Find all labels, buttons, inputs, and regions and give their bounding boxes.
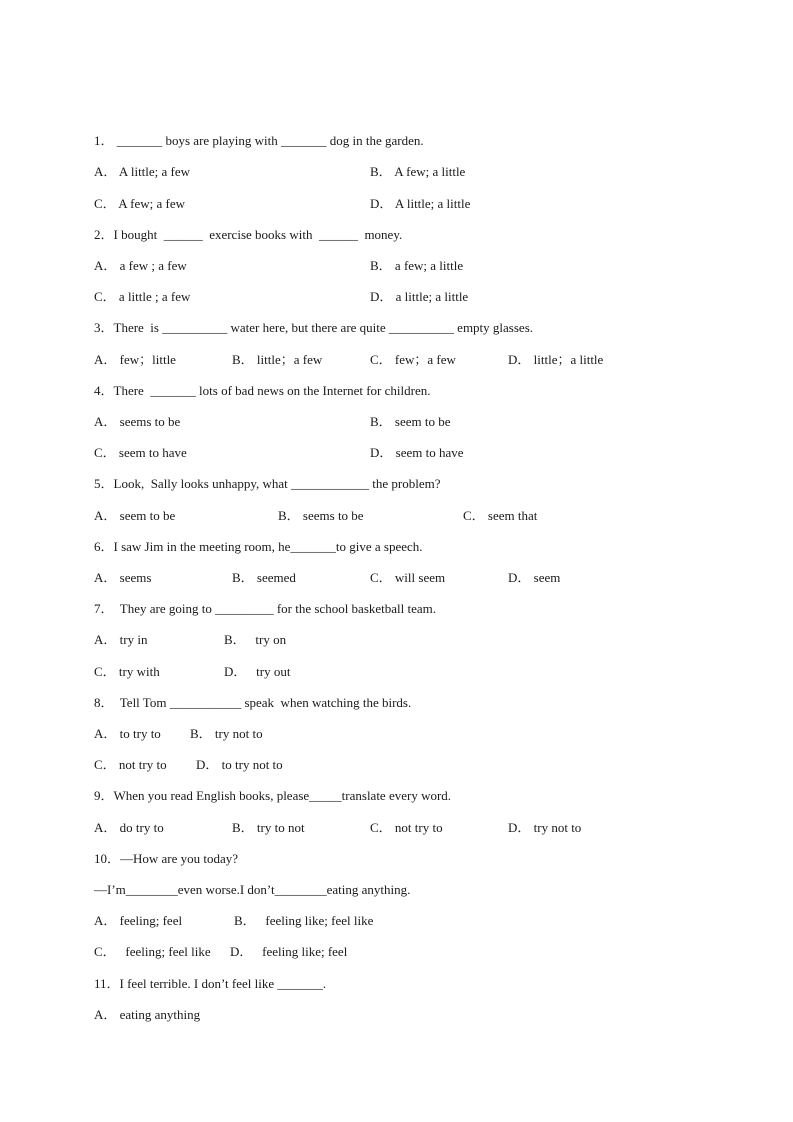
- question-11-stem: 11．I feel terrible. I don’t feel like _______.: [94, 976, 327, 991]
- question-2-option-b[interactable]: B． a few; a little: [370, 258, 464, 273]
- question-9-option-c[interactable]: C． not try to: [370, 820, 443, 835]
- question-8-option-a[interactable]: A． to try to: [94, 726, 161, 741]
- question-11-option-a[interactable]: A． eating anything: [94, 1007, 201, 1022]
- question-2-stem: 2．I bought ______ exercise books with ______ money.: [94, 227, 403, 242]
- question-1-stem: 1． _______ boys are playing with _______ dog in the garden.: [94, 133, 424, 148]
- question-4-option-b[interactable]: B． seem to be: [370, 414, 451, 429]
- question-10-option-d[interactable]: D． feeling like; feel: [230, 944, 348, 959]
- question-6-option-d[interactable]: D． seem: [508, 570, 561, 585]
- question-5-option-c[interactable]: C． seem that: [463, 508, 538, 523]
- question-2-option-d[interactable]: D． a little; a little: [370, 289, 469, 304]
- question-3-option-c[interactable]: C． few；a few: [370, 352, 456, 367]
- question-1-option-a[interactable]: A． A little; a few: [94, 164, 191, 179]
- question-1-option-b[interactable]: B． A few; a little: [370, 164, 466, 179]
- question-10-stem: 10．—How are you today?: [94, 851, 239, 866]
- question-3-option-d[interactable]: D． little；a little: [508, 352, 604, 367]
- question-4-option-a[interactable]: A． seems to be: [94, 414, 181, 429]
- question-6-option-a[interactable]: A． seems: [94, 570, 152, 585]
- question-8-option-b[interactable]: B． try not to: [190, 726, 263, 741]
- question-9-option-a[interactable]: A． do try to: [94, 820, 164, 835]
- question-6-option-b[interactable]: B． seemed: [232, 570, 296, 585]
- question-5-stem: 5．Look, Sally looks unhappy, what ____________ the problem?: [94, 476, 441, 491]
- question-10-option-a[interactable]: A． feeling; feel: [94, 913, 183, 928]
- question-2-option-a[interactable]: A． a few ; a few: [94, 258, 187, 273]
- question-3-stem: 3．There is __________ water here, but there are quite __________ empty glasses.: [94, 320, 533, 335]
- question-4-stem: 4．There _______ lots of bad news on the Internet for children.: [94, 383, 431, 398]
- question-9-stem: 9．When you read English books, please_____translate every word.: [94, 788, 452, 803]
- question-2-option-c[interactable]: C． a little ; a few: [94, 289, 191, 304]
- question-7-stem: 7． They are going to _________ for the school basketball team.: [94, 601, 437, 616]
- question-4-option-c[interactable]: C． seem to have: [94, 445, 187, 460]
- question-7-option-c[interactable]: C． try with: [94, 664, 160, 679]
- question-8-option-c[interactable]: C． not try to: [94, 757, 167, 772]
- question-10-stem-line-2: —I’m________even worse.I don’t________eating anything.: [94, 882, 411, 897]
- question-1-option-d[interactable]: D． A little; a little: [370, 196, 471, 211]
- question-3-option-a[interactable]: A． few；little: [94, 352, 176, 367]
- question-9-option-b[interactable]: B． try to not: [232, 820, 305, 835]
- question-6-option-c[interactable]: C． will seem: [370, 570, 446, 585]
- question-6-stem: 6．I saw Jim in the meeting room, he_______to give a speech.: [94, 539, 423, 554]
- question-5-option-a[interactable]: A． seem to be: [94, 508, 176, 523]
- question-3-option-b[interactable]: B． little；a few: [232, 352, 323, 367]
- question-5-option-b[interactable]: B． seems to be: [278, 508, 364, 523]
- question-7-option-d[interactable]: D． try out: [224, 664, 291, 679]
- question-7-option-b[interactable]: B． try on: [224, 632, 287, 647]
- question-8-option-d[interactable]: D． to try not to: [196, 757, 283, 772]
- question-10-option-c[interactable]: C． feeling; feel like: [94, 944, 211, 959]
- question-7-option-a[interactable]: A． try in: [94, 632, 148, 647]
- question-1-option-c[interactable]: C． A few; a few: [94, 196, 185, 211]
- question-4-option-d[interactable]: D． seem to have: [370, 445, 464, 460]
- question-8-stem: 8． Tell Tom ___________ speak when watching the birds.: [94, 695, 412, 710]
- question-10-option-b[interactable]: B． feeling like; feel like: [234, 913, 374, 928]
- question-9-option-d[interactable]: D． try not to: [508, 820, 582, 835]
